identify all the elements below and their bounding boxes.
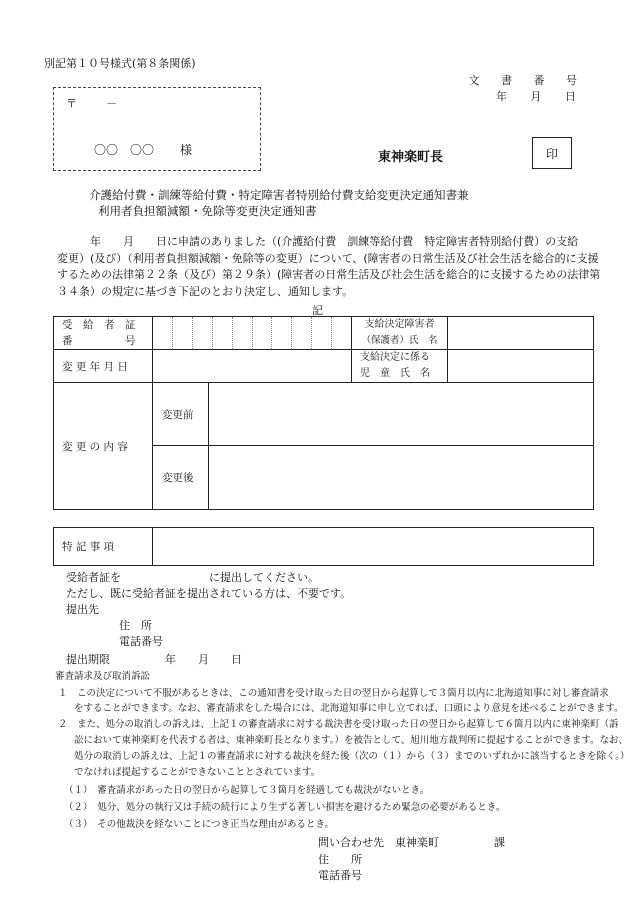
change-content-label: 変 更 の 内 容 (54, 383, 153, 510)
recipient-honorific: 様 (180, 143, 193, 157)
appeal-text: ２ また、処分の取消しの訴えは、上記１の審査請求に対する裁決書を受け取った日の翌日から起算して６箇月以内に東神楽町（訴 (58, 719, 619, 730)
recipient-address-box (53, 87, 261, 171)
submission-phone-label: 電話番号 (119, 635, 163, 648)
recipient-number-label: 受 給 者 証 番 号 (54, 317, 153, 350)
intro-line: するための法律第２２条（及び）第２９条）(障害者の日常生活及び社会生活を総合的に支援するための法律第 (57, 268, 601, 281)
zip-dash: － (106, 97, 117, 110)
form-label: 別記第１０号様式(第８条関係) (44, 57, 196, 70)
document-title-line2: 利用者負担額減額・免除等変更決定通知書 (98, 204, 317, 218)
intro-line: ３４条）の規定に基づき下記のとおり決定し、通知します。 (57, 284, 354, 298)
document-title-line1: 介護給付費・訓練等給付費・特定障害者特別給付費支給変更決定通知書兼 (89, 188, 469, 202)
after-change-label: 変更後 (153, 446, 209, 510)
child-name-label: 支給決定に係る 児 童 氏 名 (352, 350, 448, 383)
applicant-name-field[interactable] (448, 317, 594, 350)
ki-heading: 記 (312, 304, 323, 317)
document-number-label: 文 書 番 号 (468, 74, 586, 87)
appeal-text: 処分の取消しの訴えは、上記１の審査請求に対する裁決を経た後（次の（１）から（３）までのいずれかに該当するときを除く。） (74, 751, 630, 762)
before-change-field[interactable] (209, 383, 594, 446)
submission-deadline: 提出期限 年 月 日 (66, 653, 242, 666)
appeal-heading: 審査請求及び取消訴訟 (55, 671, 151, 682)
recipient-number-field[interactable] (153, 317, 352, 350)
contact-address-label: 住 所 (318, 853, 362, 866)
contact-inquiry: 問い合わせ先 東神楽町 課 (318, 836, 505, 849)
remarks-field[interactable] (153, 528, 594, 566)
appeal-item: （３） その他裁決を経ないことにつき正当な理由があるとき。 (64, 819, 335, 830)
submission-instruction: 受給者証を に提出してください。 (66, 571, 319, 584)
intro-line: 変更）(及び）（利用者負担額減額・免除等の変更）について、(障害者の日常生活及び社会生活を総合的に支援 (57, 251, 599, 265)
remarks-table (53, 527, 594, 566)
zip-mark: 〒 (66, 97, 77, 110)
appeal-text: をすることができます。なお、審査請求をした場合には、北海道知事に申し立てれば、口頭により意見を述べることができます。 (74, 703, 624, 714)
appeal-text: 訟において東神楽町を代表する者は、東神楽町長となります。）を被告として、旭川地方裁判所に提起することができます。なお、 (74, 735, 629, 746)
submission-note: ただし、既に受給者証を提出されている方は、不要です。 (66, 587, 352, 600)
before-change-label: 変更前 (153, 383, 209, 446)
after-change-field[interactable] (209, 446, 594, 510)
appeal-text: １ この決定について不服があるときは、この通知書を受け取った日の翌日から起算して３箇月以内に北海道知事に対し審査請求 (58, 688, 609, 699)
appeal-item: （２） 処分、処分の執行又は手続の続行により生ずる著しい損害を避けるため緊急の必要があるとき。 (64, 802, 506, 813)
child-name-field[interactable] (448, 350, 594, 383)
recipient-name: 〇〇 〇〇 (94, 143, 155, 157)
intro-line: 年 月 日に申請のありました（(介護給付費 訓練等給付費 特定障害者特別給付費）の支給 (57, 235, 579, 248)
seal-box: 印 (532, 137, 572, 169)
appeal-text: でなければ提起することができないこととされています。 (74, 767, 321, 778)
submission-address-label: 住 所 (119, 619, 152, 632)
issuer-name: 東神楽町長 (378, 150, 444, 165)
decision-table (53, 316, 594, 510)
change-date-field[interactable] (153, 350, 352, 383)
submission-place-label: 提出先 (66, 603, 99, 616)
applicant-name-label: 支給決定障害者 （保護者）氏 名 (352, 317, 448, 350)
contact-phone-label: 電話番号 (318, 869, 362, 882)
remarks-label: 特 記 事 項 (54, 528, 153, 566)
intro-paragraph (57, 234, 601, 300)
change-date-label: 変 更 年 月 日 (54, 350, 153, 383)
document-date-label: 年 月 日 (496, 90, 586, 103)
appeal-item: （１） 審査請求があった日の翌日から起算して３箇月を経過しても裁決がないとき。 (64, 785, 430, 796)
